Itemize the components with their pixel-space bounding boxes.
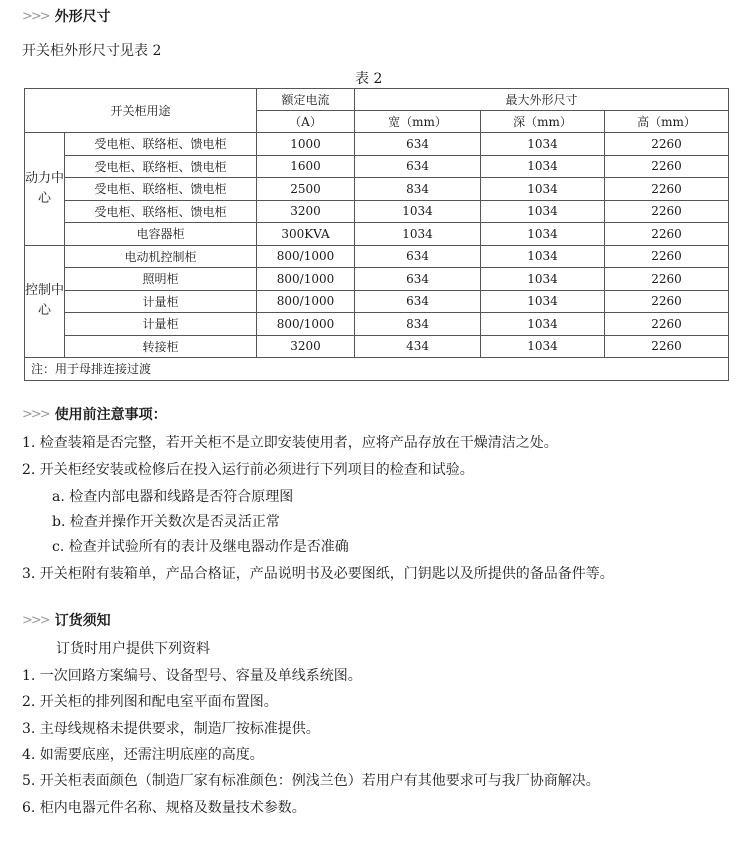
- cell-depth: 1034: [481, 223, 605, 246]
- section-title: 外形尺寸: [54, 9, 111, 25]
- header-current: 额定电流: [257, 89, 355, 111]
- cell-width: 434: [355, 335, 481, 358]
- cell-height: 2260: [605, 335, 729, 358]
- cell-height: 2260: [605, 133, 729, 156]
- cell-height: 2260: [605, 268, 729, 291]
- group-label: 动力中心: [25, 133, 65, 246]
- list-item: 3. 开关柜附有装箱单，产品合格证，产品说明书及必要图纸，门钥匙以及所提供的备品备件等。: [22, 566, 614, 582]
- table-row: [25, 155, 729, 178]
- cell-depth: 1034: [481, 335, 605, 358]
- table-row: [25, 223, 729, 246]
- list-subitem: c. 检查并试验所有的表计及继电器动作是否准确: [52, 539, 349, 555]
- cell-depth: 1034: [481, 313, 605, 336]
- table-row: [25, 290, 729, 313]
- section-heading-precautions: [22, 404, 167, 424]
- table-note: 注：用于母排连接过渡: [25, 358, 729, 381]
- cell-height: 2260: [605, 245, 729, 268]
- list-item: 1. 检查装箱是否完整，若开关柜不是立即安装使用者，应将产品存放在干燥清洁之处。: [22, 435, 558, 451]
- table-row: [25, 178, 729, 201]
- table-note-row: [25, 358, 729, 381]
- cell-current: 1600: [257, 155, 355, 178]
- cell-width: 834: [355, 313, 481, 336]
- list-item: 6. 柜内电器元件名称、规格及数量技术参数。: [22, 800, 306, 816]
- table-row: [25, 313, 729, 336]
- list-item: 1. 一次回路方案编号、设备型号、容量及单线系统图。: [22, 668, 362, 684]
- cell-depth: 1034: [481, 155, 605, 178]
- section-title: 订货须知: [54, 613, 111, 629]
- cell-height: 2260: [605, 290, 729, 313]
- cell-width: 634: [355, 155, 481, 178]
- header-usage: 开关柜用途: [25, 89, 257, 133]
- cell-height: 2260: [605, 223, 729, 246]
- table-header-row: [25, 89, 729, 111]
- cell-depth: 1034: [481, 200, 605, 223]
- cell-width: 634: [355, 245, 481, 268]
- section-heading-ordering: [22, 610, 111, 630]
- cell-width: 634: [355, 133, 481, 156]
- cell-usage: 电动机控制柜: [65, 245, 257, 268]
- cell-height: 2260: [605, 313, 729, 336]
- chevrons-icon: >>>: [22, 8, 49, 24]
- list-subitem: a. 检查内部电器和线路是否符合原理图: [52, 489, 294, 505]
- list-item: 3. 主母线规格未提供要求，制造厂按标准提供。: [22, 721, 320, 737]
- cell-width: 1034: [355, 200, 481, 223]
- cell-usage: 转接柜: [65, 335, 257, 358]
- cell-usage: 电容器柜: [65, 223, 257, 246]
- cell-usage: 计量柜: [65, 290, 257, 313]
- cell-depth: 1034: [481, 290, 605, 313]
- cell-width: 834: [355, 178, 481, 201]
- list-item: 4. 如需要底座，还需注明底座的高度。: [22, 747, 264, 763]
- intro-text: 开关柜外形尺寸见表 2: [22, 43, 162, 59]
- cell-height: 2260: [605, 178, 729, 201]
- intro-text: 订货时用户提供下列资料: [56, 641, 210, 657]
- cell-depth: 1034: [481, 178, 605, 201]
- cell-current: 3200: [257, 335, 355, 358]
- group-label: 控制中心: [25, 245, 65, 358]
- chevrons-icon: >>>: [22, 612, 49, 628]
- cell-width: 634: [355, 290, 481, 313]
- cell-current: 300KVA: [257, 223, 355, 246]
- cell-depth: 1034: [481, 268, 605, 291]
- cell-height: 2260: [605, 200, 729, 223]
- cell-current: 800/1000: [257, 245, 355, 268]
- table-row: [25, 200, 729, 223]
- cell-current: 800/1000: [257, 268, 355, 291]
- list-item: 2. 开关柜经安装或检修后在投入运行前必须进行下列项目的检查和试验。: [22, 462, 474, 478]
- cell-depth: 1034: [481, 133, 605, 156]
- cell-depth: 1034: [481, 245, 605, 268]
- header-width: 宽（mm）: [355, 111, 481, 133]
- section-heading-dimensions: [22, 6, 111, 26]
- chevrons-icon: >>>: [22, 406, 49, 422]
- header-dimensions: 最大外形尺寸: [355, 89, 729, 111]
- list-subitem: b. 检查并操作开关数次是否灵活正常: [52, 514, 280, 530]
- cell-current: 1000: [257, 133, 355, 156]
- cell-usage: 照明柜: [65, 268, 257, 291]
- header-current-unit: （A）: [257, 111, 355, 133]
- cell-width: 634: [355, 268, 481, 291]
- cell-current: 3200: [257, 200, 355, 223]
- list-item: 5. 开关柜表面颜色（制造厂家有标准颜色：例浅兰色）若用户有其他要求可与我厂协商解决。: [22, 773, 600, 789]
- table-caption: 表 2: [355, 71, 383, 87]
- header-depth: 深（mm）: [481, 111, 605, 133]
- list-item: 2. 开关柜的排列图和配电室平面布置图。: [22, 694, 278, 710]
- table-row: [25, 245, 729, 268]
- table-row: [25, 335, 729, 358]
- cell-current: 800/1000: [257, 313, 355, 336]
- cell-usage: 受电柜、联络柜、馈电柜: [65, 133, 257, 156]
- cell-height: 2260: [605, 155, 729, 178]
- cell-current: 800/1000: [257, 290, 355, 313]
- table-row: [25, 133, 729, 156]
- cell-width: 1034: [355, 223, 481, 246]
- section-title: 使用前注意事项：: [54, 407, 167, 423]
- dimensions-table: [24, 88, 729, 381]
- cell-usage: 受电柜、联络柜、馈电柜: [65, 155, 257, 178]
- cell-usage: 计量柜: [65, 313, 257, 336]
- header-height: 高（mm）: [605, 111, 729, 133]
- table-row: [25, 268, 729, 291]
- cell-usage: 受电柜、联络柜、馈电柜: [65, 178, 257, 201]
- cell-usage: 受电柜、联络柜、馈电柜: [65, 200, 257, 223]
- cell-current: 2500: [257, 178, 355, 201]
